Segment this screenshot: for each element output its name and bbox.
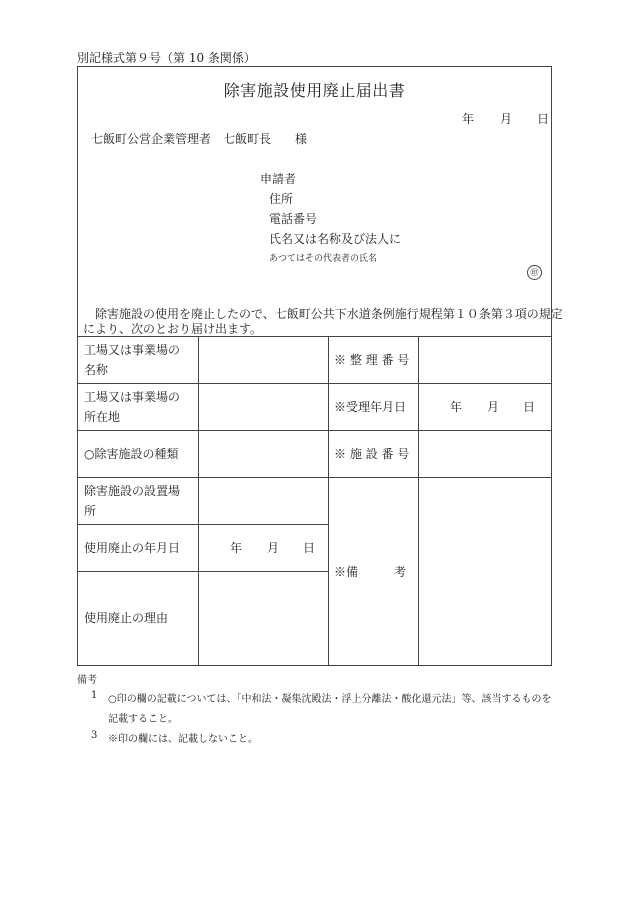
table-row-divider-3 bbox=[77, 477, 552, 478]
note-1-number: 1 bbox=[91, 690, 98, 701]
factory-name-label-2: 名称 bbox=[84, 363, 109, 377]
receipt-date-label: ※受理年月日 bbox=[334, 400, 407, 414]
table-col-divider-2 bbox=[328, 336, 329, 666]
notes-heading: 備考 bbox=[77, 675, 97, 686]
discontinue-year-label: 年 bbox=[230, 541, 243, 555]
install-place-label-1: 除害施設の設置場 bbox=[84, 484, 181, 498]
applicant-address-label: 住所 bbox=[269, 192, 294, 206]
note-2-number: 3 bbox=[91, 730, 98, 741]
seal-mark: ㊞ bbox=[527, 265, 542, 280]
receipt-year-label: 年 bbox=[450, 400, 463, 414]
table-row-divider-5 bbox=[77, 571, 328, 572]
discontinue-month-label: 月 bbox=[267, 541, 280, 555]
install-place-label-2: 所 bbox=[84, 504, 97, 518]
date-year-label: 年 bbox=[462, 112, 475, 126]
note-1-line-2: 記載すること。 bbox=[108, 714, 178, 725]
form-title: 除害施設使用廃止届出書 bbox=[223, 81, 406, 100]
addressee: 七飯町公営企業管理者 七飯町長 様 bbox=[91, 132, 308, 146]
date-month-label: 月 bbox=[500, 112, 513, 126]
applicant-phone-label: 電話番号 bbox=[269, 212, 318, 226]
note-2-text: ※印の欄には、記載しないこと。 bbox=[108, 734, 258, 745]
applicant-name-note: あつてはその代表者の氏名 bbox=[269, 254, 378, 264]
table-row-divider-4 bbox=[77, 524, 328, 525]
factory-location-label-2: 所在地 bbox=[84, 410, 121, 424]
statement-line-1: 除害施設の使用を廃止したので、七飯町公共下水道条例施行規程第１０条第３項の規定 bbox=[95, 307, 563, 321]
table-col-divider-1 bbox=[198, 336, 199, 666]
table-col-divider-3 bbox=[418, 336, 419, 666]
facility-type-label: ○除害施設の種類 bbox=[84, 447, 179, 461]
applicant-label: 申請者 bbox=[260, 172, 297, 186]
statement-line-2: により、次のとおり届け出ます。 bbox=[83, 322, 263, 336]
note-1-line-1: ○印の欄の記載については、「中和法・凝集沈殿法・浮上分離法・酸化還元法」等、該当するものを bbox=[108, 694, 552, 705]
applicant-name-label: 氏名又は名称及び法人に bbox=[269, 232, 402, 246]
date-day-label: 日 bbox=[537, 112, 550, 126]
table-row-divider-2 bbox=[77, 430, 552, 431]
ref-number-label: ※ 整 理 番 号 bbox=[334, 353, 410, 367]
facility-number-label: ※ 施 設 番 号 bbox=[334, 447, 410, 461]
form-number-label: 別記様式第９号（第 10 条関係） bbox=[77, 51, 256, 65]
table-top-border bbox=[77, 336, 552, 337]
discontinue-day-label: 日 bbox=[303, 541, 316, 555]
factory-location-label-1: 工場又は事業場の bbox=[84, 390, 181, 404]
receipt-month-label: 月 bbox=[487, 400, 500, 414]
form-frame bbox=[77, 66, 552, 666]
remarks-label: ※備 考 bbox=[334, 565, 407, 579]
discontinue-date-label: 使用廃止の年月日 bbox=[84, 541, 181, 555]
discontinue-reason-label: 使用廃止の理由 bbox=[84, 611, 169, 625]
receipt-day-label: 日 bbox=[523, 400, 536, 414]
table-row-divider-1 bbox=[77, 383, 552, 384]
factory-name-label-1: 工場又は事業場の bbox=[84, 343, 181, 357]
